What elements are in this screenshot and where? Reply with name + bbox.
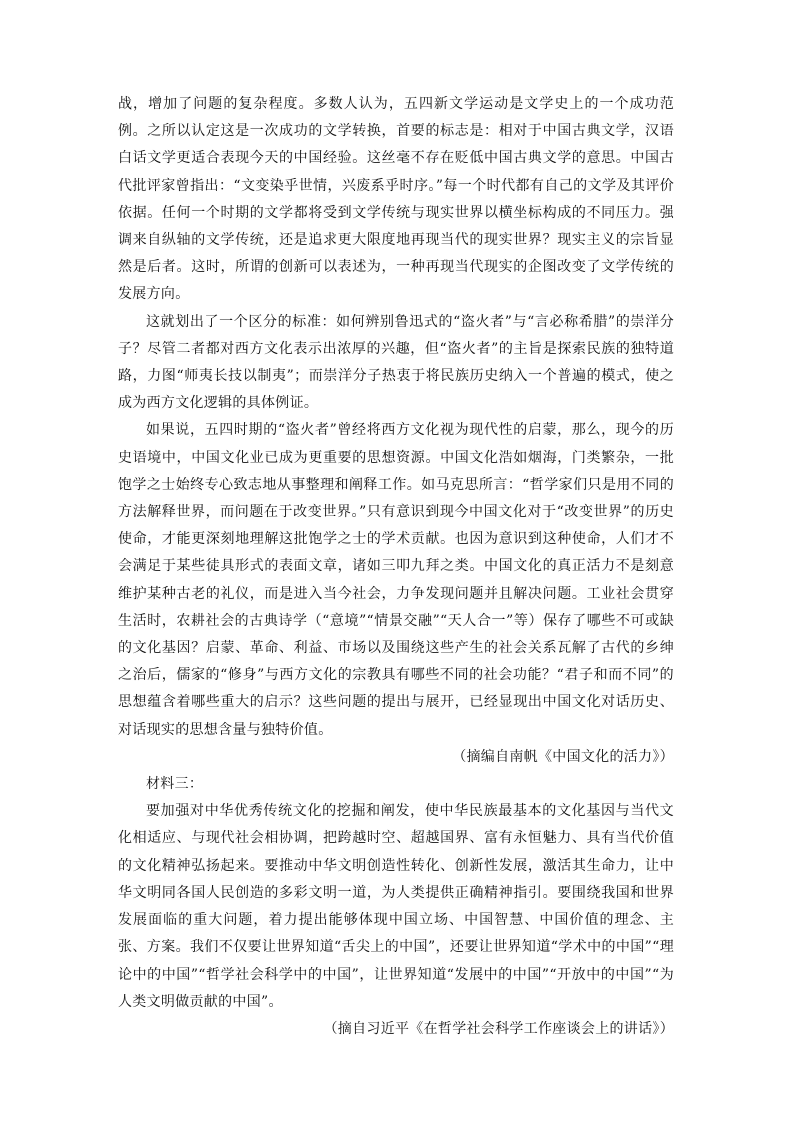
paragraph-3: 如果说，五四时期的“盗火者”曾经将西方文化视为现代性的启蒙，那么，现今的历史语境中，中国文化业已成为更重要的思想资源。中国文化浩如烟海，门类繁杂，一批饱学之士始终专心致志地从事整理和阐释工作。如马克思所言：“哲学家们只是用不同的方法解释世界，而问题在于改变世界。”只有意识到现今中国文化对于“改变世界”的历史使命，才能更深刻地理解这批饱学之士的学术贡献。也因为意识到这种使命，人们才不会满足于某些徒具形式的表面文章，诸如三叩九拜之类。中国文化的真正活力不是刻意维护某种古老的礼仪，而是进入当今社会，力争发现问题并且解决问题。工业社会贯穿生活时，农耕社会的古典诗学（“意境”“情景交融”“天人合一”等）保存了哪些不可或缺的文化基因？启蒙、革命、利益、市场以及围绕这些产生的社会关系瓦解了古代的乡绅之治后，儒家的“修身”与西方文化的宗教具有哪些不同的社会功能？“君子和而不同”的思想蕴含着哪些重大的启示？这些问题的提出与展开，已经显现出中国文化对话历史、对话现实的思想含量与独特价值。 — [118, 422, 674, 738]
document-body — [118, 91, 674, 1043]
paragraph-4: 要加强对中华优秀传统文化的挖掘和阐发，使中华民族最基本的文化基因与当代文化相适应、与现代社会相协调，把跨越时空、超越国界、富有永恒魅力、具有当代价值的文化精神弘扬起来。要推动中华文明创造性转化、创新性发展，激活其生命力，让中华文明同各国人民创造的多彩文明一道，为人类提供正确精神指引。要围绕我国和世界发展面临的重大问题，着力提出能够体现中国立场、中国智慧、中国价值的理念、主张、方案。我们不仅要让世界知道“舌尖上的中国”，还要让世界知道“学术中的中国”“理论中的中国”“哲学社会科学中的中国”，让世界知道“发展中的中国”“开放中的中国”“为人类文明做贡献的中国”。 — [118, 803, 674, 1010]
material-three-label: 材料三： — [146, 776, 204, 793]
source-citation-1: （摘编自南帆《中国文化的活力》） — [452, 748, 674, 765]
paragraph-1: 战，增加了问题的复杂程度。多数人认为，五四新文学运动是文学史上的一个成功范例。之所以认定这是一次成功的文学转换，首要的标志是：相对于中国古典文学，汉语白话文学更适合表现今天的中国经验。这丝毫不存在贬低中国古典文学的意思。中国古代批评家曾指出：“文变染乎世情，兴废系乎时序。”每一个时代都有自己的文学及其评价依据。任何一个时期的文学都将受到文学传统与现实世界以横坐标构成的不同压力。强调来自纵轴的文学传统，还是追求更大限度地再现当代的现实世界？现实主义的宗旨显然是后者。这时，所谓的创新可以表述为，一种再现当代现实的企图改变了文学传统的发展方向。 — [118, 96, 674, 303]
source-citation-2: （摘自习近平《在哲学社会科学工作座谈会上的讲话》） — [323, 1020, 674, 1037]
paragraph-2: 这就划出了一个区分的标准：如何辨别鲁迅式的“盗火者”与“言必称希腊”的崇洋分子？尽管二者都对西方文化表示出浓厚的兴趣，但“盗火者”的主旨是探索民族的独特道路，力图“师夷长技以制夷”；而崇洋分子热衷于将民族历史纳入一个普遍的模式，使之成为西方文化逻辑的具体例证。 — [118, 313, 674, 412]
